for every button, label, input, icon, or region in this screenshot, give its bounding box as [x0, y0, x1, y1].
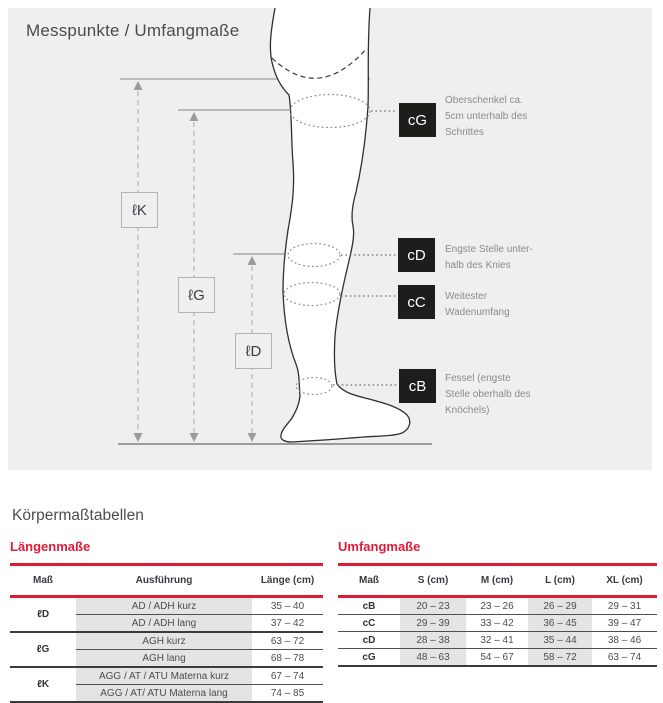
table-row — [10, 632, 323, 650]
column-header: XL (cm) — [592, 565, 657, 597]
length-marker-lg-label: ℓG — [188, 286, 205, 304]
mass-cell: ℓD — [10, 597, 76, 633]
laenge-cell: 74 – 85 — [252, 685, 323, 703]
point-description-line: Fessel (engste — [445, 373, 511, 384]
size-m-cell: 33 – 42 — [466, 615, 528, 632]
table-row — [10, 597, 323, 615]
length-marker-lk — [121, 192, 158, 228]
column-header: L (cm) — [528, 565, 592, 597]
point-description-cg — [445, 93, 565, 141]
table-header-row — [338, 565, 657, 597]
size-xl-cell: 29 – 31 — [592, 597, 657, 615]
point-description-cd — [445, 242, 565, 274]
lg-arrow-down-icon — [190, 433, 199, 442]
point-box-cg-label: cG — [407, 111, 428, 129]
length-marker-ld-label: ℓD — [245, 342, 262, 360]
laenge-cell: 37 – 42 — [252, 615, 323, 633]
table-header-row — [10, 565, 323, 597]
ausfuehrung-cell: AGH kurz — [76, 632, 252, 650]
size-s-cell: 20 – 23 — [400, 597, 466, 615]
ld-arrow-up-icon — [248, 256, 257, 265]
point-box-cc-label: cC — [407, 293, 426, 311]
size-l-cell: 26 – 29 — [528, 597, 592, 615]
point-description-line: halb des Knies — [445, 260, 511, 271]
measurement-diagram-panel — [8, 8, 652, 470]
leg-outline — [270, 8, 409, 442]
ld-arrow-down-icon — [248, 433, 257, 442]
point-description-cb — [445, 371, 565, 419]
size-m-cell: 54 – 67 — [466, 649, 528, 667]
point-description-cc — [445, 289, 565, 321]
point-box-cg — [399, 103, 436, 137]
size-xl-cell: 39 – 47 — [592, 615, 657, 632]
column-header: Länge (cm) — [252, 565, 323, 597]
point-box-cd — [398, 238, 435, 272]
point-box-cd-label: cD — [407, 246, 426, 264]
size-xl-cell: 38 – 46 — [592, 632, 657, 649]
point-description-line: Schrittes — [445, 127, 484, 138]
point-description-line: Engste Stelle unter- — [445, 244, 533, 255]
laenge-cell: 35 – 40 — [252, 597, 323, 615]
column-header: Maß — [338, 565, 400, 597]
lk-arrow-down-icon — [134, 433, 143, 442]
size-xl-cell: 63 – 74 — [592, 649, 657, 667]
table-row — [10, 667, 323, 685]
point-description-line: Knöchels) — [445, 405, 490, 416]
lk-arrow-up-icon — [134, 81, 143, 90]
laenge-cell: 68 – 78 — [252, 650, 323, 668]
size-l-cell: 35 – 44 — [528, 632, 592, 649]
diagram-title: Messpunkte / Umfangmaße — [26, 21, 240, 40]
laengenmasse-table — [10, 563, 323, 703]
mass-cell: cG — [338, 649, 400, 667]
point-description-line: Stelle oberhalb des — [445, 389, 531, 400]
mass-cell: cD — [338, 632, 400, 649]
mass-cell: ℓK — [10, 667, 76, 702]
mass-cell: ℓG — [10, 632, 76, 667]
column-header: Ausführung — [76, 565, 252, 597]
ausfuehrung-cell: AGG / AT/ ATU Materna lang — [76, 685, 252, 703]
size-m-cell: 32 – 41 — [466, 632, 528, 649]
mass-cell: cC — [338, 615, 400, 632]
ausfuehrung-cell: AGH lang — [76, 650, 252, 668]
lg-arrow-up-icon — [190, 112, 199, 121]
table-row — [338, 615, 657, 632]
umfangmasse-table-block — [338, 539, 657, 667]
mass-cell: cB — [338, 597, 400, 615]
umfangmasse-heading: Umfangmaße — [338, 539, 421, 554]
size-s-cell: 28 – 38 — [400, 632, 466, 649]
column-header: S (cm) — [400, 565, 466, 597]
point-description-line: Weitester — [445, 291, 488, 302]
column-header: M (cm) — [466, 565, 528, 597]
ausfuehrung-cell: AD / ADH lang — [76, 615, 252, 633]
laengenmasse-table-block — [10, 539, 323, 703]
umfangmasse-table — [338, 563, 657, 667]
laengenmasse-heading: Längenmaße — [10, 539, 91, 554]
point-box-cb — [399, 369, 436, 403]
point-box-cb-label: cB — [408, 377, 427, 395]
point-description-line: Wadenumfang — [445, 307, 510, 318]
length-marker-ld — [235, 333, 272, 369]
size-s-cell: 29 – 39 — [400, 615, 466, 632]
ausfuehrung-cell: AD / ADH kurz — [76, 597, 252, 615]
size-s-cell: 48 – 63 — [400, 649, 466, 667]
table-row — [338, 632, 657, 649]
column-header: Maß — [10, 565, 76, 597]
laenge-cell: 67 – 74 — [252, 667, 323, 685]
table-row — [338, 597, 657, 615]
size-l-cell: 58 – 72 — [528, 649, 592, 667]
point-description-line: 5cm unterhalb des — [445, 111, 528, 122]
length-marker-lg — [178, 277, 215, 313]
point-description-line: Oberschenkel ca. — [445, 95, 523, 106]
length-marker-lk-label: ℓK — [132, 201, 147, 219]
size-l-cell: 36 – 45 — [528, 615, 592, 632]
point-box-cc — [398, 285, 435, 319]
table-row — [338, 649, 657, 667]
size-m-cell: 23 – 26 — [466, 597, 528, 615]
laenge-cell: 63 – 72 — [252, 632, 323, 650]
ausfuehrung-cell: AGG / AT / ATU Materna kurz — [76, 667, 252, 685]
tables-section-title: Körpermaßtabellen — [12, 507, 144, 524]
